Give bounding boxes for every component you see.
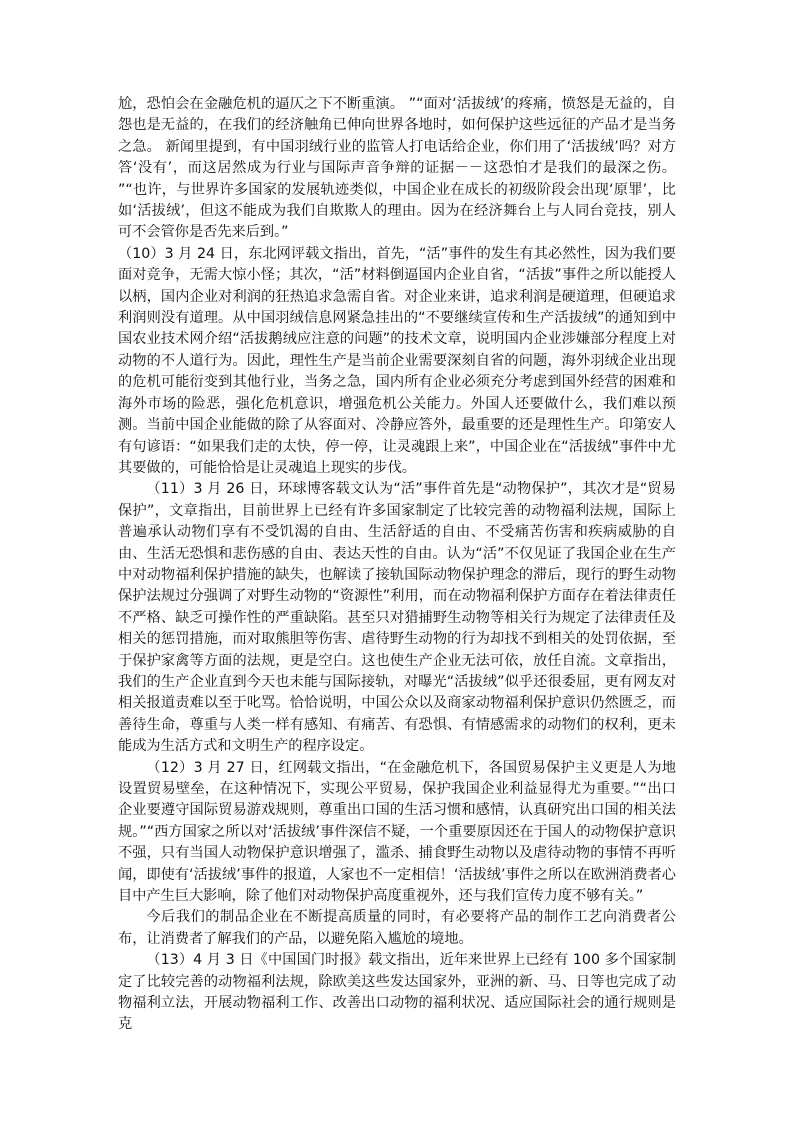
paragraph-item-10: （10）3 月 24 日，东北网评载文指出，首先，“活”事件的发生有其必然性，因为我们要面对竞争，无需大惊小怪；其次，“活”材料倒逼国内企业自省，“活拔”事件之所以能授人以柄，国内企业对利润的狂热追求急需自省。对企业来讲，追求利润是硬道理，但硬追求利润则没有道理。从中国羽绒信息网紧急挂出的“不要继续宣传和生产活拔绒”的通知到中国农业技术网介绍“活拔鹅绒应注意的问题”的技术文章，说明国内企业涉嫌部分程度上对动物的不人道行为。因此，理性生产是当前企业需要深刻自省的问题，海外羽绒企业出现的危机可能衍变到其他行业，当务之急，国内所有企业必须充分考虑到国外经营的困难和海外市场的险恶，强化危机意识，增强危机公关能力。外国人还要做什么，我们难以预测。当前中国企业能做的除了从容面对、冷静应答外，最重要的还是理性生产。印第安人有句谚语：“如果我们走的太快，停一停，让灵魂跟上来”，中国企业在“活拔绒”事件中尤其要做的，可能恰恰是让灵魂追上现实的步伐。 (118, 245, 676, 476)
paragraph-quote-continuation: 尬，恐怕会在金融危机的逼仄之下不断重演。 ”“面对‘活拔绒’的疼痛，愤怒是无益的，自怨也是无益的，在我们的经济触角已伸向世界各地时，如何保护这些远征的产品才是当务之急。 新闻里提到，有中国羽绒行业的监管人打电话给企业，你们用了‘活拔绒’吗？对方答‘没有’，而这居然成为行业与国际声音争辩的证据－－这恐怕才是我们的最深之伤。 ”“也许，与世界许多国家的发展轨迹类似，中国企业在成长的初级阶段会出现‘原罪’，比如‘活拔绒’，但这不能成为我们自欺欺人的理由。因为在经济舞台上与人同台竞技，别人可不会管你是否先来后到。” (118, 96, 676, 241)
paragraph-item-13: （13）4 月 3 日《中国国门时报》载文指出，近年来世界上已经有 100 多个国家制定了比较完善的动物福利法规，除欧美这些发达国家外，亚洲的新、马、日等也完成了动物福利立法，开展动物福利工作、改善出口动物的福利状况、适应国际社会的通行规则是克 (118, 952, 676, 1033)
paragraph-item-12: （12）3 月 27 日，红网载文指出，“在金融危机下，各国贸易保护主义更是人为地设置贸易壁垒，在这种情况下，实现公平贸易，保护我国企业利益显得尤为重要。”“出口企业要遵守国际贸易游戏规则，尊重出口国的生活习惯和感情，认真研究出口国的相关法规。”“西方国家之所以对‘活拔绒’事件深信不疑，一个重要原因还在于国人的动物保护意识不强，只有当国人动物保护意识增强了，滥杀、捕食野生动物以及虐待动物的事情不再听闻，即使有‘活拔绒’事件的报道，人家也不一定相信！‘活拔绒’事件之所以在欧洲消费者心目中产生巨大影响，除了他们对动物保护高度重视外，还与我们宣传力度不够有关。” (118, 759, 676, 905)
paragraph-conclusion: 今后我们的制品企业在不断提高质量的同时，有必要将产品的制作工艺向消费者公布，让消费者了解我们的产品，以避免陷入尴尬的境地。 (118, 909, 676, 947)
document-page (118, 94, 676, 1036)
paragraph-item-11: （11）3 月 26 日，环球博客载文认为“活”事件首先是“动物保护”，其次才是“贸易保护”，文章指出，目前世界上已经有许多国家制定了比较完善的动物福利法规，国际上普遍承认动物们享有不受饥渴的自由、生活舒适的自由、不受痛苦伤害和疾病威胁的自由、生活无恐惧和悲伤感的自由、表达天性的自由。认为“活”不仅见证了我国企业在生产中对动物福利保护措施的缺失，也解读了接轨国际动物保护理念的滞后，现行的野生动物保护法规过分强调了对野生动物的“资源性”利用，而在动物福利保护方面存在着法律责任不严格、缺乏可操作性的严重缺陷。甚至只对猎捕野生动物等相关行为规定了法律责任及相关的惩罚措施，而对取熊胆等伤害、虐待野生动物的行为却找不到相关的处罚依据，至于保护家禽等方面的法规，更是空白。这也使生产企业无法可依，放任自流。文章指出，我们的生产企业直到今天也未能与国际接轨，对曝光“活拔绒”似乎还很委屈，更有网友对相关报道责难以至于叱骂。恰恰说明，中国公众以及商家动物福利保护意识仍然匮乏，而善待生命，尊重与人类一样有感知、有痛苦、有恐惧、有情感需求的动物们的权利，更未能成为生活方式和文明生产的程序设定。 (118, 481, 676, 755)
